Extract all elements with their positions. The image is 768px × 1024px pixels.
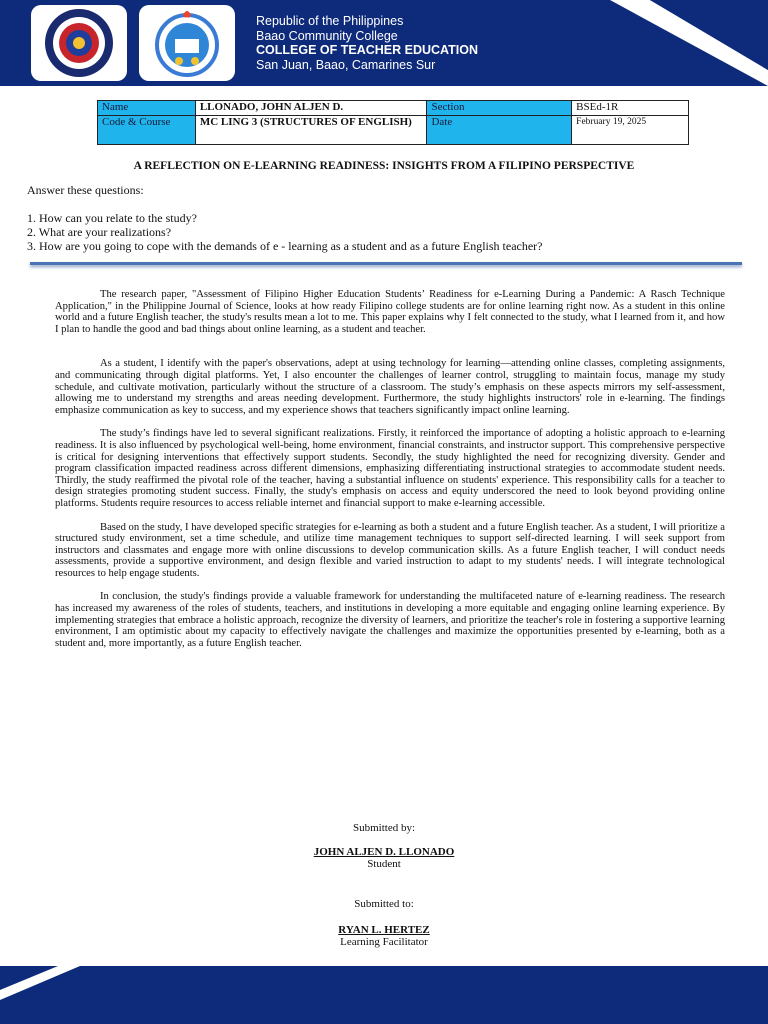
questions-intro: Answer these questions: (27, 183, 144, 197)
header-department: COLLEGE OF TEACHER EDUCATION (256, 43, 478, 57)
student-role: Student (367, 858, 401, 870)
questions-block (27, 183, 543, 253)
date-label: Date (427, 116, 572, 145)
info-row-name (98, 101, 689, 116)
student-name: JOHN ALJEN D. LLONADO (313, 846, 455, 858)
question-1: 1. How can you relate to the study? (27, 211, 197, 225)
facilitator-signature (0, 924, 768, 948)
header-address: San Juan, Baao, Camarines Sur (256, 57, 436, 72)
header-republic: Republic of the Philippines (256, 14, 404, 28)
course-label: Code & Course (98, 116, 196, 145)
header-college-name: Baao Community College (256, 28, 398, 43)
submitted-by-label: Submitted by: (352, 822, 416, 834)
info-row-course (98, 116, 689, 145)
facilitator-role: Learning Facilitator (340, 936, 428, 948)
course-value: MC LING 3 (STRUCTURES OF ENGLISH) (195, 116, 427, 145)
student-signature (0, 846, 768, 870)
footer-banner (0, 966, 768, 1024)
questions-spacer (27, 197, 543, 211)
section-label: Section (427, 101, 572, 116)
paragraph-2: As a student, I identify with the paper's observations, adept at using technology for learning—attending online classes, completing assignments, and communicating through digital platforms. Yet, I also encounter the challenges of learner control, struggling to maintain focus, manage my study schedule, and cultivate motivation, particularly without the structure of a classroom. The study’s emphasis on these aspects mirrors my self-assessment, allowing me to understand my strengths and areas needing development. Furthermore, the study highlights instructors' role in e-learning. The findings emphasize communication as key to success, and my experience shows that teachers significantly impact online learning. (55, 358, 725, 416)
date-value: February 19, 2025 (572, 116, 689, 145)
section-divider (30, 262, 742, 265)
name-value: LLONADO, JOHN ALJEN D. (195, 101, 427, 116)
facilitator-name: RYAN L. HERTEZ (338, 924, 430, 936)
submitted-to-label: Submitted to: (354, 898, 414, 910)
student-info-table (97, 100, 689, 145)
name-label: Name (98, 101, 196, 116)
footer-background (0, 966, 768, 1024)
header-text-block (256, 14, 478, 72)
section-value: BSEd-1R (572, 101, 689, 116)
paragraph-5: In conclusion, the study's findings provide a valuable framework for understanding the multifaceted nature of e-learning readiness. The research has increased my awareness of the roles of students, teachers, and institutions in developing a more equitable and engaging online learning experience. By implementing strategies that embrace a holistic approach, recognize the diversity of learners, and prioritize the teacher's role in fostering a supportive learning environment, I am optimistic about my capacity to effectively navigate the challenges and maximize the opportunities presented by e-learning, both as a student and, more importantly, as a future English teacher. (55, 591, 725, 649)
question-2: 2. What are your realizations? (27, 225, 172, 239)
college-seal-logo (31, 5, 127, 81)
header-banner (0, 0, 768, 86)
reflection-title: A REFLECTION ON E-LEARNING READINESS: INSIGHTS FROM A FILIPINO PERSPECTIVE (133, 160, 635, 172)
college-of-education-logo (139, 5, 235, 81)
question-3: 3. How are you going to cope with the demands of e - learning as a student and as a future English teacher? (27, 239, 543, 253)
paragraph-1: The research paper, "Assessment of Filipino Higher Education Students’ Readiness for e-Learning During a Pandemic: A Rasch Technique Application," in the Philippine Journal of Science, looks at how ready Filipino college students are for online learning right now. As a student in this online world and a future English teacher, the study's results mean a lot to me. This paper explains why I felt connected to the study, what I learned from it, and how I plan to handle the good and bad things about online learning, as a student and teacher. (55, 289, 725, 335)
paragraph-3: The study’s findings have led to several significant realizations. Firstly, it reinforced the importance of adopting a holistic approach to e-learning readiness. It is also influenced by psychological well-being, home environment, financial constraints, and instructor support. This comprehensive perspective is critical for designing interventions that effectively support students. Secondly, the study highlighted the need for recognizing diversity. Gender and program classification impacted readiness across different dimensions, emphasizing differentiating instructional strategies to accommodate student needs. Thirdly, the study reaffirmed the pivotal role of the teacher, having a substantial influence on students' experience. This responsibility calls for a teacher to design strategies promoting student success. Finally, the study's emphasis on access and equity underscored the need to look beyond providing online platforms. Students require resources to access reliable internet and financial support to make e-learning accessible. (55, 428, 725, 509)
paragraph-4: Based on the study, I have developed specific strategies for e-learning as both a student and a future English teacher. As a student, I will prioritize a structured study environment, set a time schedule, and utilize time management techniques to support self-directed learning. I will seek support from instructors and classmates and engage more with online discussions to develop communication skills. As a future English teacher, I will conduct needs assessments, provide a supportive environment, and design flexible and varied instruction to adapt to my students' needs. I will integrate technological resources to help engage students. (55, 521, 725, 579)
reflection-body (55, 289, 725, 649)
